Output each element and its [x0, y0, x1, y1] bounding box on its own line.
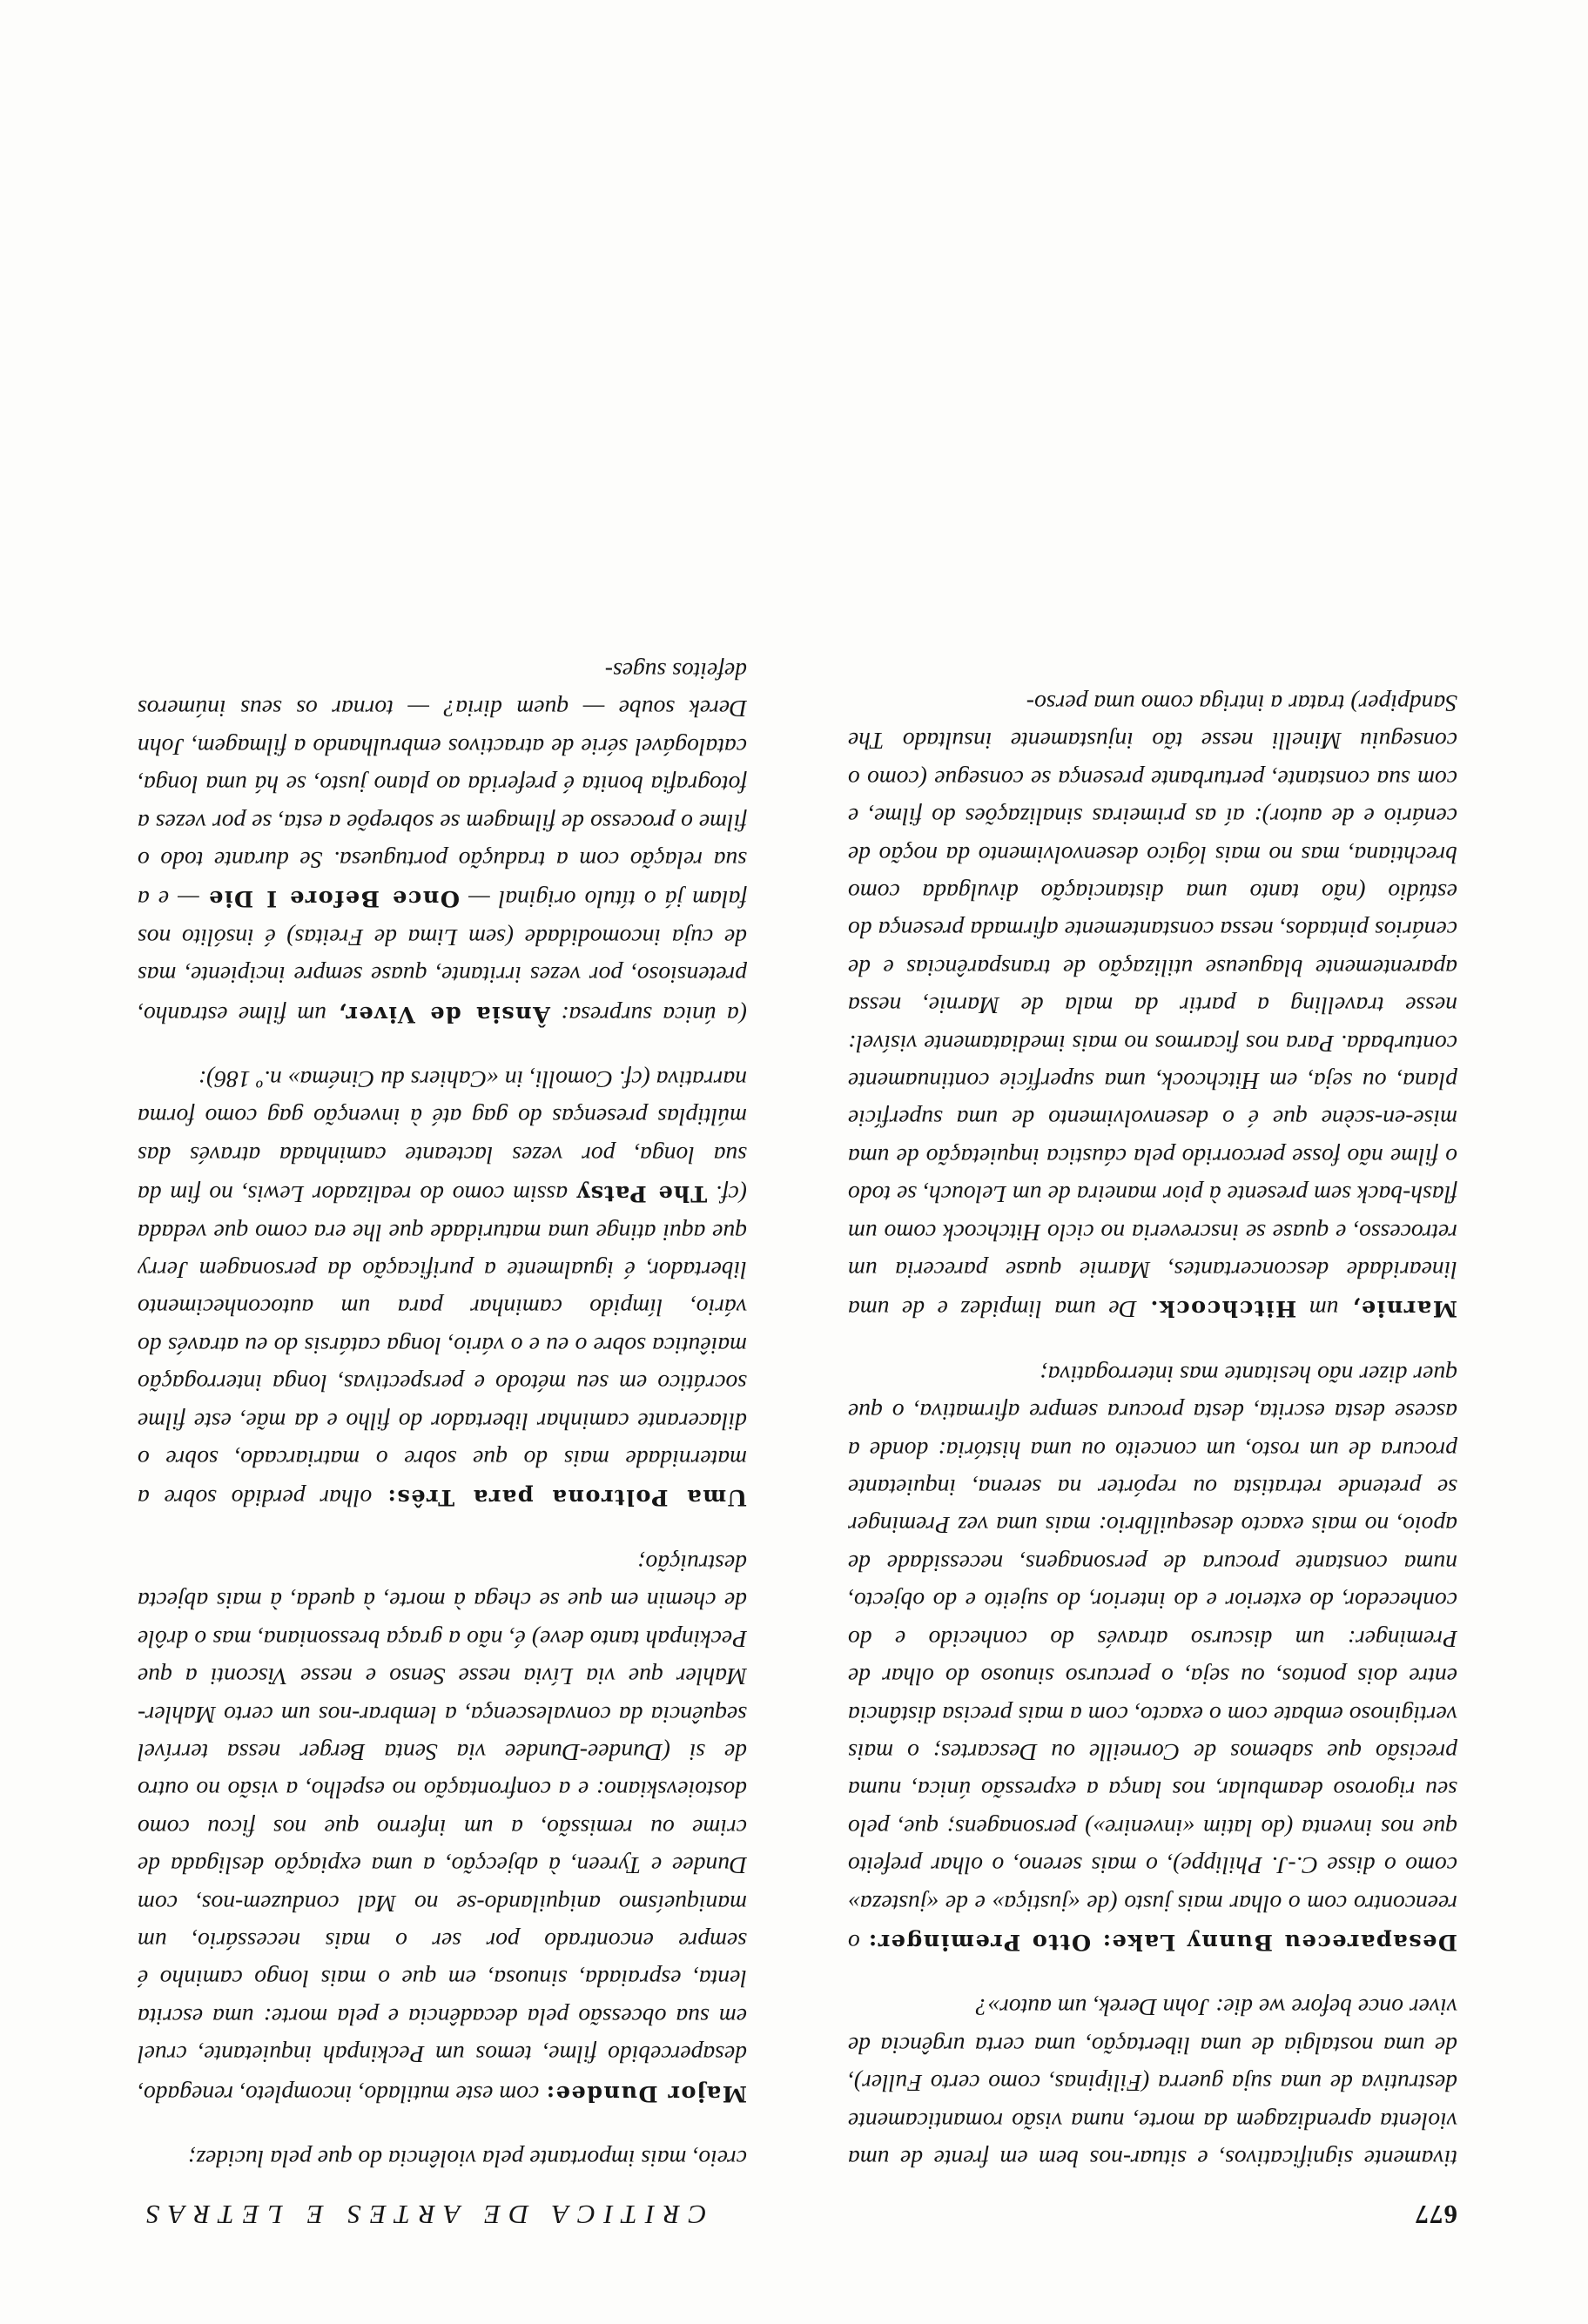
paragraph-text: o reencontro com o olhar mais justo (de «justiça» e de «justeza» como o disse C.-J. Philippe), o mais sereno, o olhar prefeito que nos inventa (do latim «invenire») personagens; que, pelo seu rigoroso deambular, nos lança a expressão única, numa precisão que sabemos de Corneille ou Descartes; o mais vertiginoso embate com o exacto, com a mais precisa distância entre dois pontos, ou seja, o percurso sinuoso do olhar de Preminger: um discurso através do conhecido e do conhecedor, do exterior e do interior, do sujeito e do objecto, numa constante procura de personagens, necessidade de apoio, no mais exacto desequilíbrio: mais uma vez Preminger se pretende retratista ou repórter na serena, inquietante procura de um rosto, um conceito ou uma história: donde a ascese desta escrita, desta procura sempre afirmativa, o que quer dizer não hesitante mas interrogativa;: [848, 1360, 1457, 1957]
paragraph-continuation: [848, 1989, 1457, 2178]
paragraph-continuation: [138, 2140, 747, 2178]
paragraph-text: um: [1296, 1296, 1351, 1324]
page-number: 677: [1414, 2200, 1457, 2230]
review-heading: Desapareceu Bunny Lake: Otto Preminger:: [867, 1928, 1457, 1955]
film-title: Once Before I Die: [207, 885, 461, 912]
review-bunny-lake: [848, 1355, 1457, 1962]
review-marnie: [848, 685, 1457, 1329]
review-ansia-de-viver: [138, 653, 747, 1034]
running-head: [138, 2195, 1457, 2230]
review-heading: Ânsia de Viver,: [337, 1000, 550, 1027]
review-major-dundee: [138, 1545, 747, 2113]
review-heading: Hitchcock.: [1149, 1295, 1297, 1322]
paragraph-text: — e a sua relação com a tradução portuguesa. Se durante todo o filme o processo de filmagem se sobrepõe a esta, se por vezes a fotografia bonita é preferida ao plano justo, se há uma longa, catalogável série de atractivos embrulhando a filmagem, John Derek soube — quem diria? — tornar os seus inúmeros defeitos suges-: [138, 657, 747, 914]
paragraph-text: olhar perdido sobre a maternidade mais do que sobre o matriarcado, sobre o dilacerante caminhar libertador do filho e da mãe, este filme socrático em seu método e perspectivas, longa interrogação maiêutica sobre o eu e o vário, longa catársis do eu através do vário, límpido caminhar para um autoconhecimento libertador, é igualmente a purificação da personagem Jerry que aqui atinge uma maturidade que lhe era como que vedada (cf.: [138, 1181, 747, 1513]
film-title: The Patsy: [575, 1180, 708, 1207]
paragraph-text: um filme estranho, pretensioso, por vezes irritante, quase sempre incipiente, mas de cuja incomodidade (sem Lima de Freitas) é insólito nos falam já o título original —: [138, 886, 747, 1029]
paragraph-text: tivamente significativos, e situar-nos bem em frente de uma violenta aprendizagem da morte, numa visão romanticamente destrutiva de uma suja guerra (Filipinas, como certo Fuller), de uma nostalgia de uma libertação, uma certa urgência de viver once before we die: John Derek, um autor»?: [848, 1994, 1457, 2173]
review-heading: Uma Poltrona para Três:: [387, 1484, 747, 1511]
left-column: [848, 71, 1457, 2178]
paragraph-text: creio, mais importante pela violência do que pela lucidez;: [188, 2146, 747, 2173]
journal-title: CRITICA DE ARTES E LETRAS: [138, 2200, 707, 2230]
review-uma-poltrona: [138, 1061, 747, 1518]
paragraph-text: De uma limpidez e de uma linearidade desconcertantes, Marnie quase pareceria um retrocesso, e quase se inscreveria no ciclo Hitchcock como um flash-back sem presente à pior maneira de um Lelouch, se todo o filme não fosse percorrido pela cáustica inquietação de uma mise-en-scène que é o desenvolvimento de uma superfície plana, ou seja, em Hitchcock, uma superfície continuamente conturbada. Para nos ficarmos no mais imediatamente visível: nesse travelling a partir da mala de Marnie, nessa aparentemente blagueuse utilização de transparências e de cenários pintados, nessa constantemente afirmada presença do estúdio (não tanto uma distanciação divulgada como brechtiana, mas no mais lógico desenvolvimento da noção de cenário e de autor): aí as primeiras sinalizações do filme, e com sua constante, perturbante presença se consegue (como o conseguiu Minelli nesse tão injustamente insultado The Sandpiper) tratar a intriga como uma perso-: [848, 689, 1457, 1324]
paragraph-text: com este mutilado, incompleto, renegado, desapercebido filme, temos um Peckinpah inquietante, cruel em sua obcessão pela decadência e pela morte: uma escrita lenta, espraiada, sinuosa, em que o mais longo caminho é sempre encontrado por ser o mais necessário, um maniqueísmo aniquilando-se no Mal conduzem-nos, com Dundee e Tyreen, à abjecção, a uma expiação desligada de crime ou remissão, a um inferno que nos ficou como dostoievskiano: e a confrontação no espelho, a visão no outro de si (Dundee-Dundee via Senta Berger nessa terrível sequência da convalescença, a lembrar-nos um certo Mahler-Mahler que via Lívia nesse Senso e nesse Visconti a que Peckinpah tanto deve) é, não a graça bressoniana, mas o drôle de chemin em que se chega à morte, à queda, à mais abjecta destruição;: [138, 1549, 747, 2108]
right-column: [138, 71, 747, 2178]
paragraph-text: (a única surpresa:: [549, 1001, 747, 1029]
paragraph-text: assim como do realizador Lewis, no fim da sua longa, por vezes lacteante caminhada através das múltiplas presenças do gag até à invenção gag como forma narrativa (cf. Comolli, in «Cahiers du Cinéma» n.º 186):: [138, 1066, 747, 1209]
review-heading: Major Dundee:: [545, 2079, 747, 2106]
review-heading: Marnie,: [1350, 1295, 1457, 1322]
